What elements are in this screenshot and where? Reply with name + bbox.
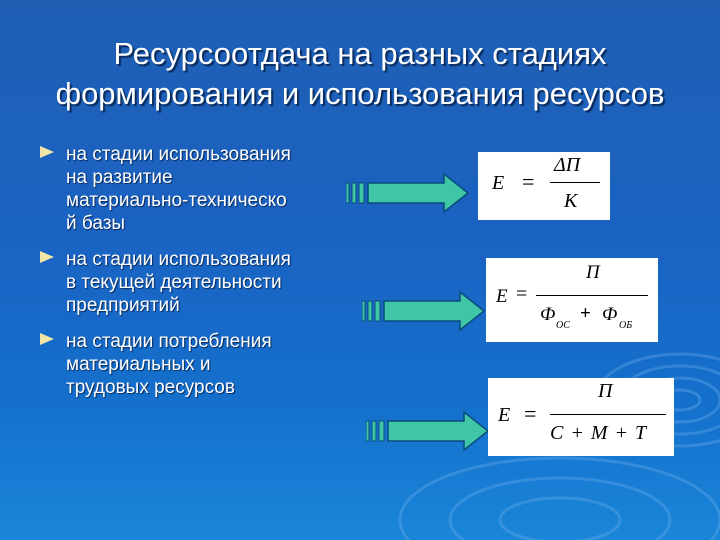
formula-equals: = — [524, 401, 537, 426]
formula-current-activity — [486, 258, 658, 342]
fraction-bar — [550, 414, 666, 415]
formula-subscript: ОБ — [619, 320, 633, 331]
arrowhead-bullet-icon — [40, 146, 54, 158]
formula-subscript: ОС — [556, 320, 570, 331]
slide-title: Ресурсоотдача на разных стадиях формирования и использования ресурсов — [55, 36, 665, 111]
bullet-text: на стадии использования на развитие материально-техническо й базы — [66, 144, 291, 234]
formula-numerator: П — [586, 262, 600, 283]
formula-denominator-term: Ф — [602, 304, 618, 325]
formula-denominator: С + М + Т — [550, 422, 647, 444]
formula-lhs: E — [498, 404, 511, 426]
fraction-bar — [550, 182, 600, 183]
formula-equals: = — [516, 283, 528, 305]
formula-equals: = — [522, 169, 535, 194]
arrowhead-bullet-icon — [40, 333, 54, 345]
formula-lhs: E — [496, 286, 508, 307]
arrowhead-bullet-icon — [40, 251, 54, 263]
formula-lhs: E — [492, 172, 505, 194]
formula-denominator: К — [564, 190, 578, 212]
fraction-bar — [536, 295, 648, 296]
formula-resource-consumption — [488, 378, 674, 456]
formula-denominator-term: Ф — [540, 304, 556, 325]
bullet-text: на стадии использования в текущей деятельности предприятий — [66, 249, 291, 316]
bullet-text: на стадии потребления материальных и трудовых ресурсов — [66, 331, 272, 398]
formula-capital-development — [478, 152, 610, 220]
right-arrow-icon — [346, 172, 472, 214]
bullet-item — [40, 248, 340, 317]
bullet-item — [40, 330, 340, 399]
right-arrow-icon — [366, 410, 492, 452]
right-arrow-icon — [362, 290, 488, 332]
formula-numerator: П — [598, 380, 613, 402]
bullet-item — [40, 143, 340, 235]
bullet-list — [40, 143, 340, 412]
formula-plus: + — [580, 303, 591, 324]
formula-numerator: ΔП — [554, 154, 581, 176]
